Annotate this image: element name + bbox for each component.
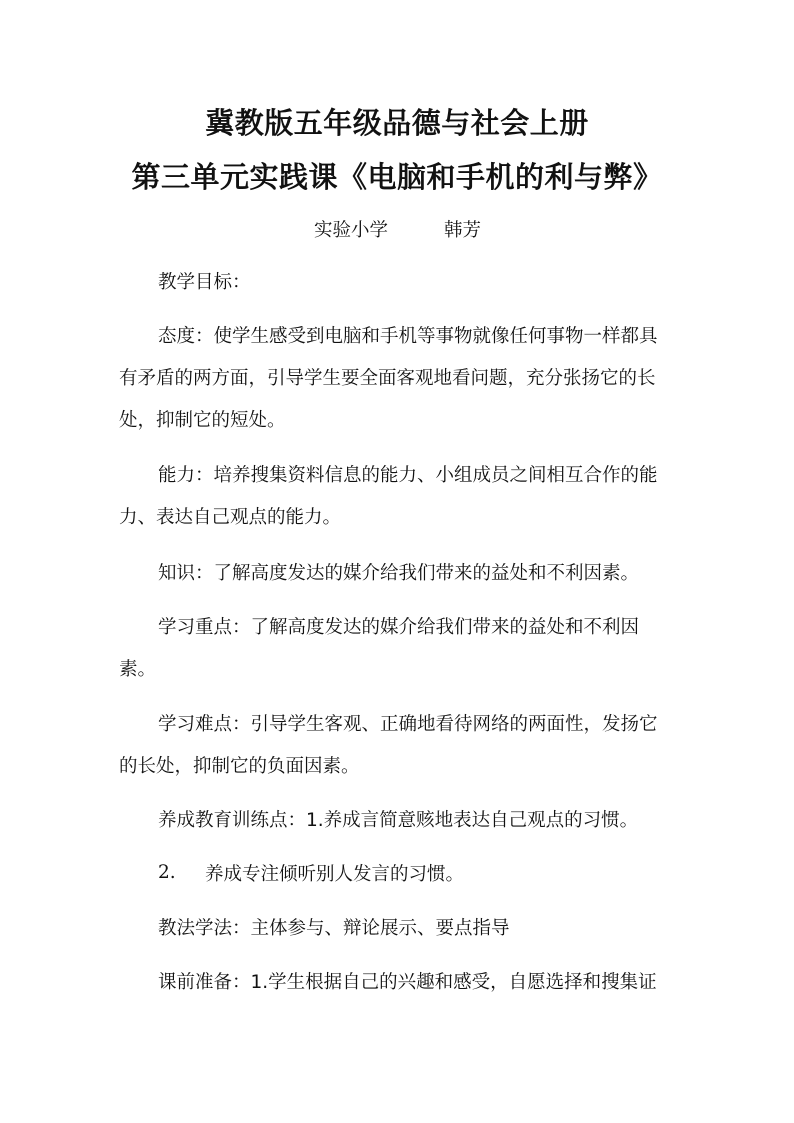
- ability-line-2: 力、表达自己观点的能力。: [119, 507, 342, 528]
- knowledge-line: 知识：了解高度发达的媒介给我们带来的益处和不利因素。: [158, 563, 640, 584]
- difficulties-line-2: 的长处，抑制它的负面因素。: [119, 756, 360, 777]
- title-line-2: 第三单元实践课《电脑和手机的利与弊》: [131, 160, 663, 194]
- key-points-line-1: 学习重点：了解高度发达的媒介给我们带来的益处和不利因: [158, 617, 640, 638]
- objectives-heading: 教学目标：: [158, 272, 251, 293]
- habit-2-text: 养成专注倾听别人发言的习惯。: [205, 864, 465, 885]
- attitude-line-2: 有矛盾的两方面，引导学生要全面客观地看问题，充分张扬它的长: [119, 368, 656, 389]
- ability-line-1: 能力：培养搜集资料信息的能力、小组成员之间相互合作的能: [158, 465, 658, 486]
- preparation-line: 课前准备：1.学生根据自己的兴趣和感受，自愿选择和搜集证: [158, 972, 657, 993]
- author-name: 韩芳: [444, 220, 482, 241]
- methods-line: 教法学法：主体参与、辩论展示、要点指导: [158, 918, 510, 939]
- key-points-line-2: 素。: [119, 659, 157, 680]
- attitude-line-3: 处，抑制它的短处。: [119, 410, 286, 431]
- title-line-1: 冀教版五年级品德与社会上册: [205, 106, 589, 140]
- attitude-line-1: 态度：使学生感受到电脑和手机等事物就像任何事物一样都具: [158, 326, 658, 347]
- habit-2-number: 2.: [158, 862, 176, 883]
- habits-line: 养成教育训练点：1.养成言简意赅地表达自己观点的习惯。: [158, 810, 639, 831]
- difficulties-line-1: 学习难点：引导学生客观、正确地看待网络的两面性，发扬它: [158, 714, 658, 735]
- school-name: 实验小学: [314, 220, 389, 241]
